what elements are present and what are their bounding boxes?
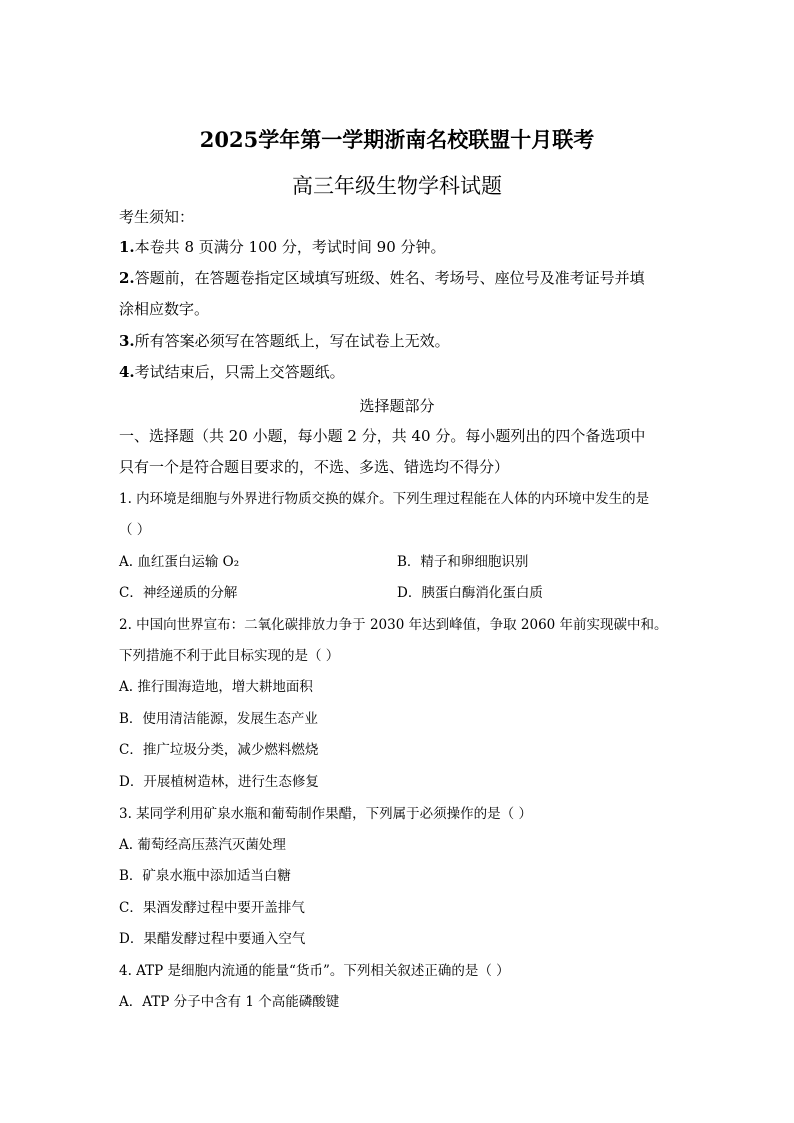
q2-stem: 2. 中国向世界宣布：二氧化碳排放力争于 2030 年达到峰值，争取 2060 年前实现碳中和。: [119, 617, 668, 633]
notice-item-text: 答题前，在答题卷指定区域填写班级、姓名、考场号、座位号及准考证号并填: [134, 269, 645, 287]
notice-item-number: 2.: [119, 269, 135, 287]
exam-title: 2025学年第一学期浙南名校联盟十月联考: [199, 127, 595, 152]
q1-option-d: D．胰蛋白酶消化蛋白质: [397, 585, 543, 601]
notice-item-text: 本卷共 8 页满分 100 分，考试时间 90 分钟。: [134, 238, 446, 256]
q2-stem-cont: 下列措施不利于此目标实现的是（ ）: [119, 648, 340, 664]
notice-item-number: 4.: [119, 363, 135, 381]
q1-option-c: C．神经递质的分解: [119, 585, 238, 601]
q3-stem: 3. 某同学利用矿泉水瓶和葡萄制作果醋，下列属于必须操作的是（ ）: [119, 806, 532, 822]
q3-option-d: D．果醋发酵过程中要通入空气: [119, 931, 306, 947]
section-intro-line-1: 一、选择题（共 20 小题，每小题 2 分，共 40 分。每小题列出的四个备选项中: [119, 427, 646, 445]
notice-item-text: 考试结束后，只需上交答题纸。: [134, 363, 345, 381]
q4-option-a: A．ATP 分子中含有 1 个高能磷酸键: [119, 994, 340, 1010]
notice-item-2-cont: 涂相应数字。: [119, 300, 210, 318]
notice-item-4: [119, 362, 345, 382]
notice-heading: 考生须知：: [119, 208, 195, 226]
section-intro-line-2: 只有一个是符合题目要求的，不选、多选、错选均不得分）: [119, 458, 510, 476]
exam-subtitle: 高三年级生物学科试题: [292, 174, 502, 198]
notice-item-number: 1.: [119, 238, 135, 256]
q4-stem: 4. ATP 是细胞内流通的能量“货币”。下列相关叙述正确的是（ ）: [119, 963, 510, 979]
notice-item-text: 所有答案必须写在答题纸上，写在试卷上无效。: [134, 332, 450, 350]
q3-option-c: C．果酒发酵过程中要开盖排气: [119, 900, 305, 916]
q2-option-d: D．开展植树造林，进行生态修复: [119, 774, 319, 790]
q3-option-a: A. 葡萄经高压蒸汽灭菌处理: [119, 837, 286, 853]
q1-option-b: B．精子和卵细胞识别: [397, 554, 529, 570]
notice-item-number: 3.: [119, 332, 135, 350]
q2-option-a: A. 推行围海造地，增大耕地面积: [119, 679, 313, 695]
q1-option-a: A. 血红蛋白运输 O₂: [119, 554, 240, 570]
notice-item-3: [119, 331, 450, 351]
q2-option-c: C．推广垃圾分类，减少燃料燃烧: [119, 742, 319, 758]
q3-option-b: B．矿泉水瓶中添加适当白糖: [119, 868, 291, 884]
q1-stem-paren: （ ）: [119, 522, 151, 538]
q2-option-b: B．使用清洁能源，发展生态产业: [119, 711, 318, 727]
notice-item-1: [119, 237, 446, 257]
notice-item-2: [119, 268, 645, 288]
section-title: 选择题部分: [359, 397, 435, 415]
q1-stem: 1. 内环境是细胞与外界进行物质交换的媒介。下列生理过程能在人体的内环境中发生的是: [119, 491, 650, 507]
